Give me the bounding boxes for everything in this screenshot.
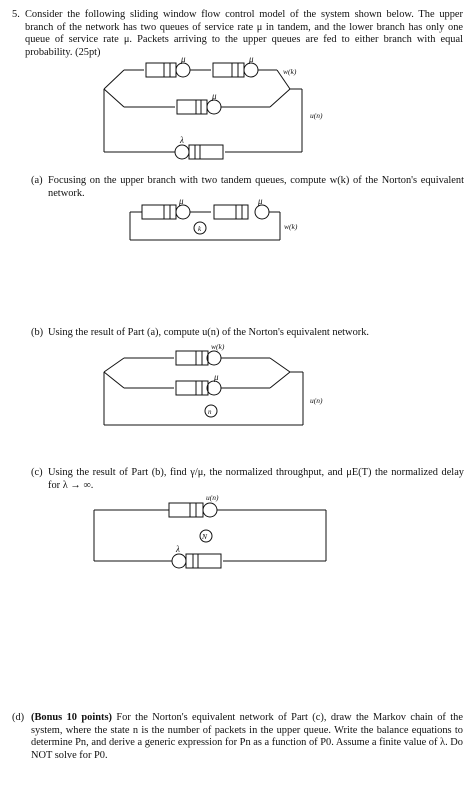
part-a-k-label: k	[198, 225, 202, 233]
problem-text: Consider the following sliding window flow control model of the system shown below. The upper branch of the network has two queues of service rate μ in tandem, and the lower branch has only one queue of service rate μ. Packets arriving to the upper queues are fed to either branch with equal probability. (25pt)	[25, 9, 463, 58]
mu-label-2: μ	[249, 55, 254, 64]
part-c-label: (c)	[31, 467, 43, 478]
part-a-label: (a)	[31, 175, 43, 186]
part-a-queue-2	[214, 205, 269, 219]
part-b-diagram	[0, 342, 474, 432]
part-d-text: For the Norton's equivalent network of Part (c), draw the Markov chain of the system, where the state n is the number of packets in the upper queue. Write the balance equations to determine Pn, and derive a generic expression for Pn as a function of P0. Assume a finite value of λ. Do NOT solve for P0.	[31, 712, 463, 761]
part-c-source-queue	[172, 554, 221, 568]
part-c-lambda-label: λ	[176, 544, 180, 554]
part-d-label: (d)	[12, 712, 25, 723]
part-a-diagram	[0, 195, 474, 255]
part-d-bonus: (Bonus 10 points)	[31, 712, 112, 723]
mu-label-1: μ	[181, 55, 186, 64]
part-a-mu-2: μ	[258, 196, 263, 206]
part-c-diagram	[0, 490, 474, 580]
part-a-queue-1	[142, 205, 190, 219]
part-b-u-label: u(n)	[310, 396, 323, 405]
part-b-label: (b)	[31, 327, 44, 338]
part-c-text: Using the result of Part (b), find γ/μ, the normalized throughput, and μE(T) the normalized delay for λ → ∞.	[48, 467, 464, 491]
part-b-w-label: w(k)	[211, 342, 225, 351]
source-queue	[175, 145, 223, 159]
mu-label-3: μ	[212, 91, 217, 101]
part-c-u-label: u(n)	[206, 493, 219, 502]
part-c-N-label: N	[202, 532, 208, 541]
part-b-text: Using the result of Part (a), compute u(n) of the Norton's equivalent network.	[48, 327, 370, 338]
part-a-text: Focusing on the upper branch with two tandem queues, compute w(k) of the Norton's equivalent network.	[48, 175, 464, 199]
part-b-queue-lower	[176, 381, 221, 395]
part-b-mu-label: μ	[214, 372, 219, 382]
u-label: u(n)	[310, 111, 323, 120]
part-a-w-label: w(k)	[284, 222, 298, 231]
upper-queue-2	[213, 63, 258, 77]
part-b-n-label: n	[208, 408, 212, 416]
lower-branch-queue	[177, 100, 221, 114]
part-d-paragraph	[31, 712, 463, 762]
upper-queue-1	[146, 63, 190, 77]
part-c-queue-upper	[169, 503, 217, 517]
w-label: w(k)	[283, 67, 297, 76]
part-a-mu-1: μ	[179, 196, 184, 206]
lambda-label: λ	[180, 135, 184, 145]
problem-number: 5.	[12, 9, 20, 20]
part-b-queue-upper	[176, 351, 221, 365]
